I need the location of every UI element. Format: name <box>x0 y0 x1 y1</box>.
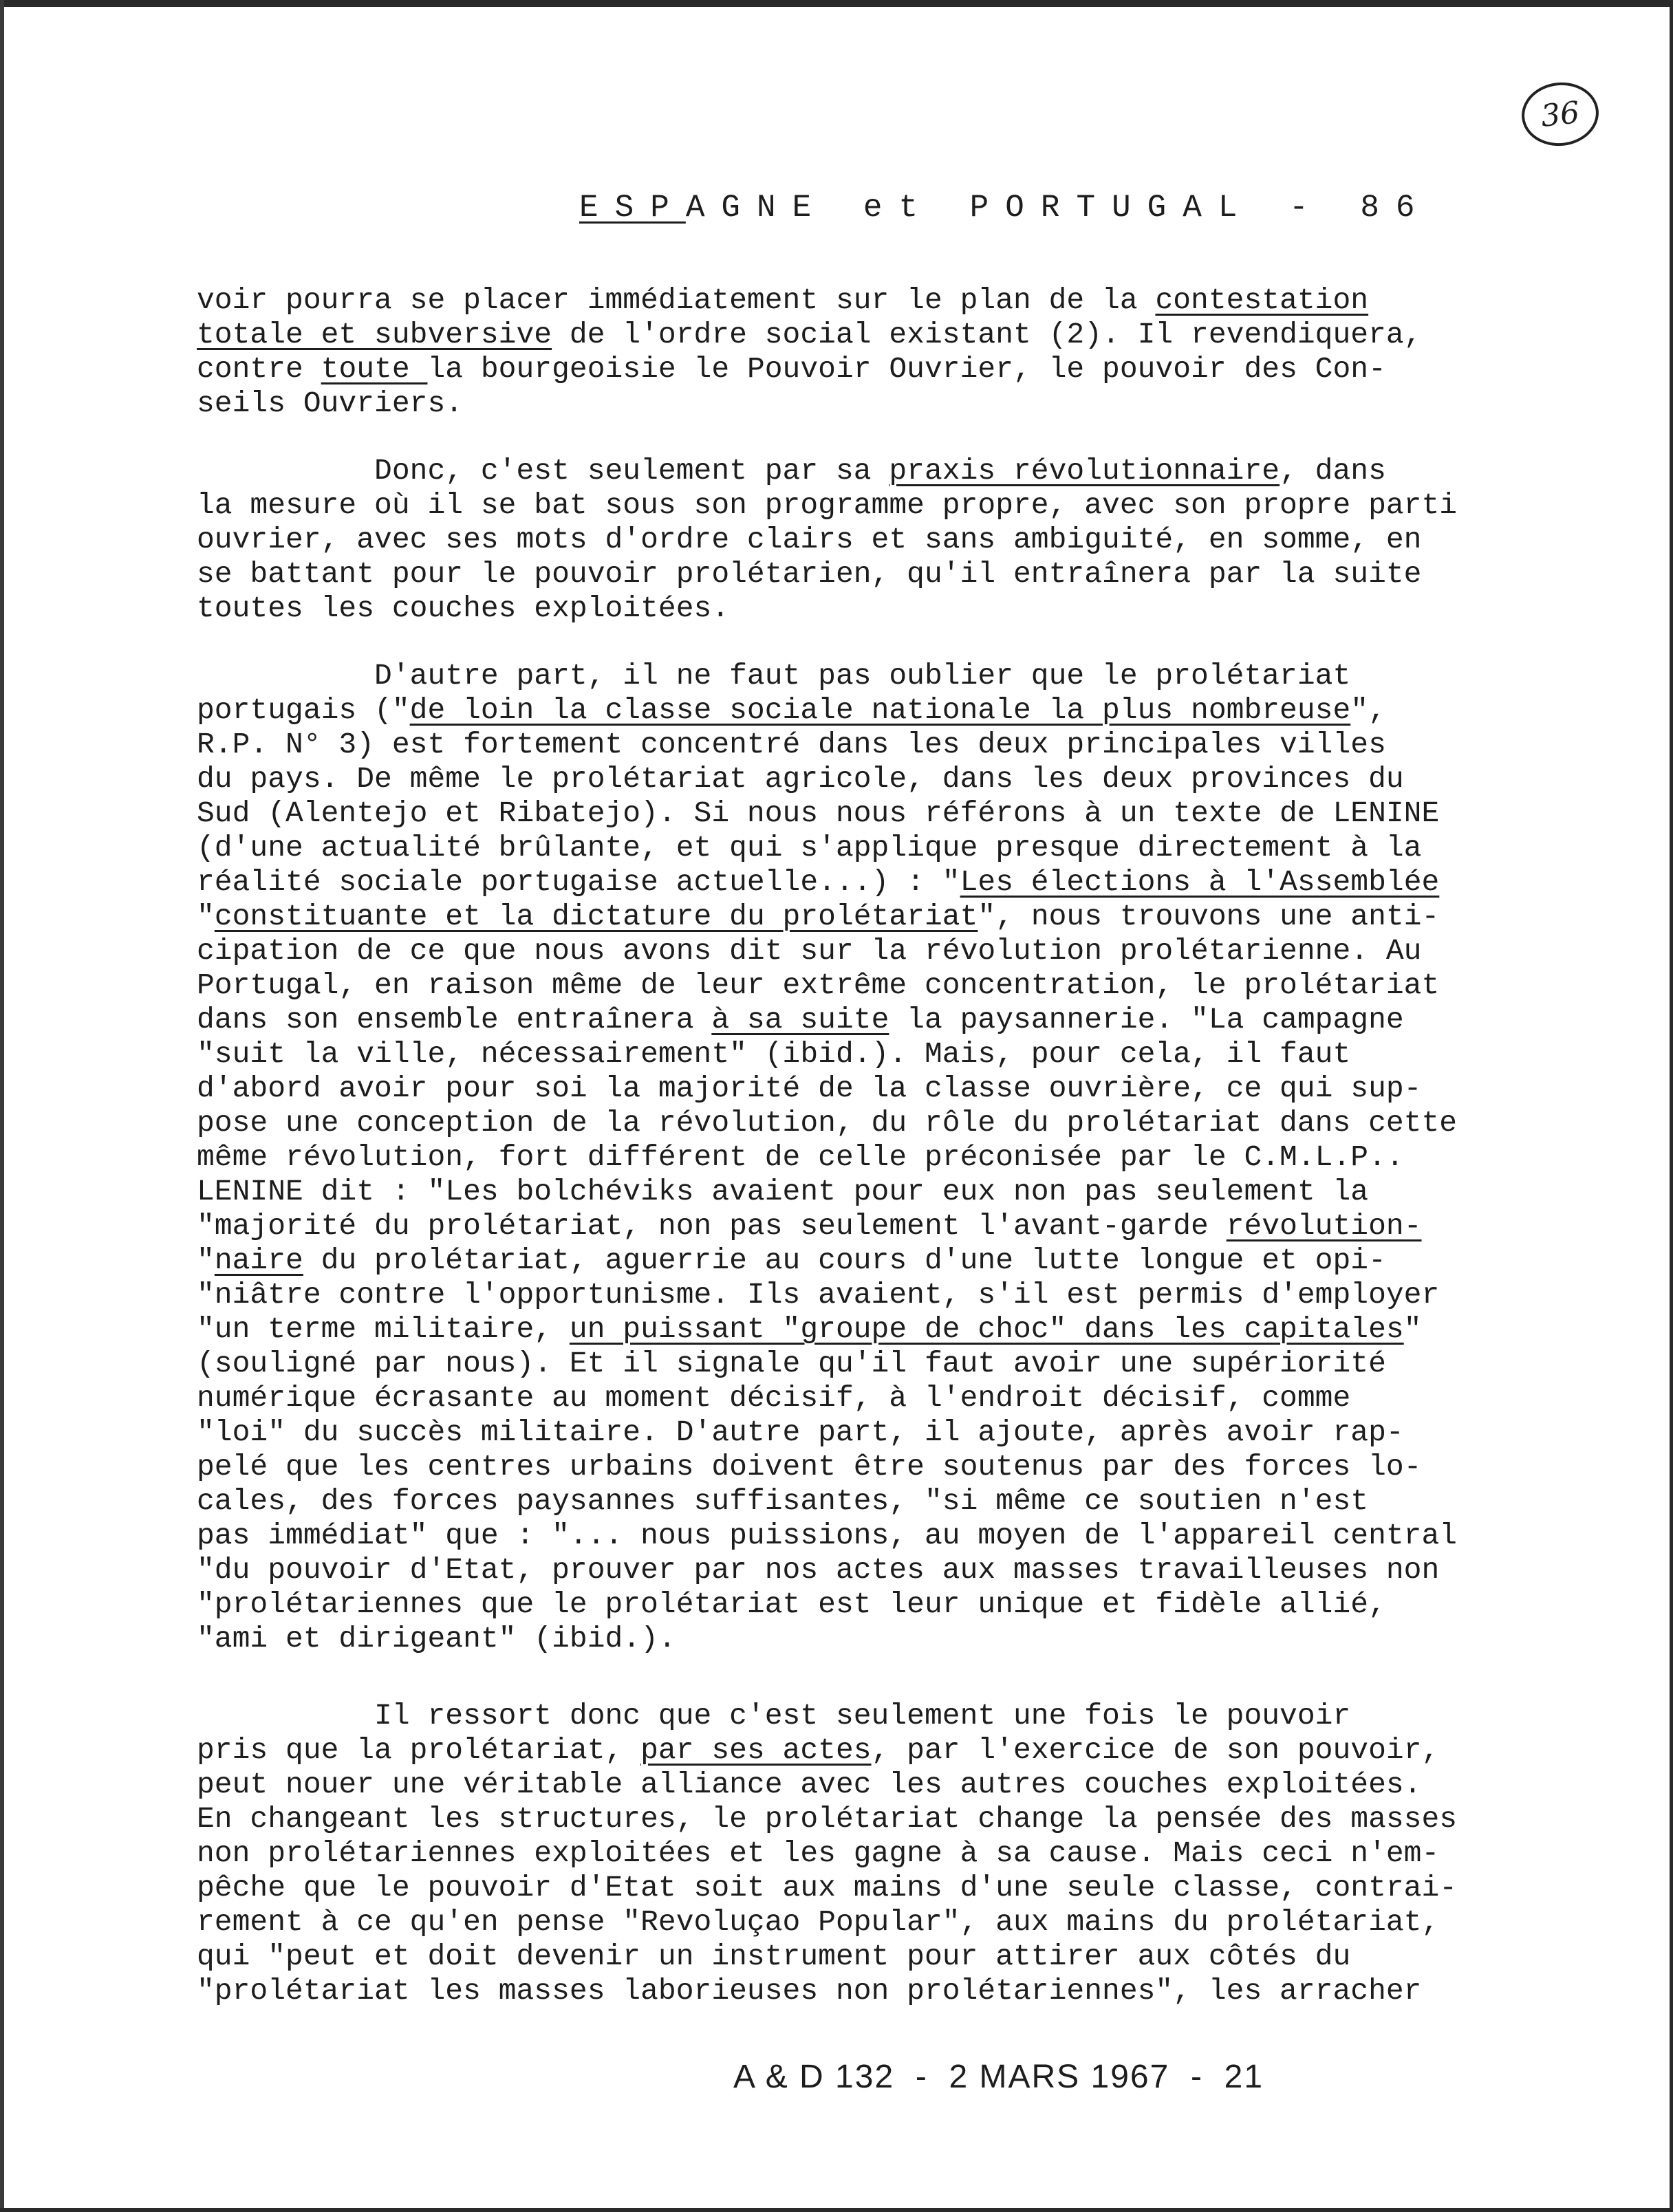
text-segment: peut nouer une véritable alliance avec les autres couches exploitées. <box>197 1768 1422 1801</box>
text-segment: toutes les couches exploitées. <box>197 592 730 625</box>
text-line <box>197 352 1386 387</box>
text-segment: du prolétariat, aguerrie au cours d'une lutte longue et opi- <box>303 1244 1386 1277</box>
text-segment: "ami et dirigeant" (ibid.). <box>197 1622 676 1656</box>
text-segment: numérique écrasante au moment décisif, à l'endroit décisif, comme <box>197 1381 1351 1415</box>
text-line <box>197 1312 1422 1347</box>
underlined-text: naire <box>214 1244 303 1277</box>
text-line <box>197 1140 1404 1175</box>
text-line <box>197 1622 676 1656</box>
text-segment: la bourgeoisie le Pouvoir Ouvrier, le pouvoir des Con- <box>427 352 1386 386</box>
text-line <box>197 283 1368 318</box>
text-segment: "prolétariat les masses laborieuses non prolétariennes", les arracher <box>197 1974 1422 2008</box>
text-line <box>197 1484 1368 1519</box>
text-segment: "majorité du prolétariat, non pas seulement l'avant-garde <box>197 1209 1227 1243</box>
text-segment: dans son ensemble entraînera <box>197 1003 712 1037</box>
text-line <box>197 968 1439 1003</box>
text-line <box>197 387 463 421</box>
underlined-text: par ses actes <box>640 1733 872 1767</box>
text-segment: la mesure où il se bat sous son programme propre, avec son propre parti <box>197 488 1458 522</box>
scan-border-top <box>0 0 1673 7</box>
text-line <box>197 1699 1350 1733</box>
scan-border-right <box>1670 0 1673 2212</box>
text-line <box>197 865 1439 900</box>
underlined-text: toute <box>321 352 428 386</box>
text-line <box>197 934 1422 968</box>
text-segment: Il ressort donc que c'est seulement une fois le pouvoir <box>197 1699 1351 1733</box>
underlined-text: praxis révolutionnaire <box>889 454 1280 488</box>
text-segment: se battant pour le pouvoir prolétarien, qu'il entraînera par la suite <box>197 557 1422 591</box>
text-line <box>197 557 1422 592</box>
text-segment: du pays. De même le prolétariat agricole, dans les deux provinces du <box>197 762 1404 796</box>
text-line <box>197 1802 1457 1836</box>
text-line <box>197 1037 1350 1072</box>
text-segment: d'abord avoir pour soi la majorité de la classe ouvrière, ce qui sup- <box>197 1072 1422 1105</box>
text-line <box>197 1416 1404 1450</box>
text-segment: D'autre part, il ne faut pas oublier que le prolétariat <box>197 659 1351 693</box>
text-segment: " <box>1403 1312 1422 1346</box>
text-line <box>197 728 1386 762</box>
text-segment: voir pourra se placer immédiatement sur le plan de la <box>197 283 1156 317</box>
text-segment: (souligné par nous). Et il signale qu'il faut avoir une supériorité <box>197 1347 1386 1380</box>
text-segment: la paysannerie. "La campagne <box>889 1003 1404 1037</box>
text-segment: ", nous trouvons une anti- <box>978 900 1440 933</box>
text-line <box>197 454 1386 488</box>
page-footer: A & D 132 - 2 MARS 1967 - 21 <box>733 2059 1264 2095</box>
text-segment: pose une conception de la révolution, du rôle du prolétariat dans cette <box>197 1106 1458 1140</box>
underlined-text: révolution- <box>1226 1209 1422 1243</box>
underlined-text: constituante et la dictature du prolétariat <box>214 900 978 933</box>
text-line <box>197 1836 1439 1871</box>
text-segment: "un terme militaire, <box>197 1312 570 1346</box>
page-header <box>579 190 1432 226</box>
underlined-text: contestation <box>1155 283 1369 317</box>
text-line <box>197 1347 1386 1381</box>
scan-border-bottom <box>0 2208 1673 2212</box>
text-line <box>197 1244 1386 1278</box>
text-segment: contre <box>197 352 321 386</box>
text-line <box>197 762 1404 796</box>
text-segment: ouvrier, avec ses mots d'ordre clairs et sans ambiguité, en somme, en <box>197 523 1422 556</box>
text-line <box>197 1553 1439 1587</box>
text-line <box>197 659 1350 693</box>
underlined-text: totale et subversive <box>197 318 552 351</box>
text-line <box>197 1209 1422 1244</box>
text-segment: cipation de ce que nous avons dit sur la révolution prolétarienne. Au <box>197 934 1422 968</box>
text-line <box>197 1175 1368 1209</box>
handwritten-page-number: 36 <box>1518 78 1601 149</box>
text-segment: portugais (" <box>197 693 410 727</box>
text-line <box>197 1106 1457 1140</box>
text-segment: non prolétariennes exploitées et les gagne à sa cause. Mais ceci n'em- <box>197 1836 1440 1870</box>
scan-border-left <box>0 0 4 2212</box>
underlined-text: Les élections à l'Assemblée <box>960 865 1440 899</box>
text-segment: "du pouvoir d'Etat, prouver par nos actes aux masses travailleuses non <box>197 1553 1440 1587</box>
underlined-text: de loin la classe sociale nationale la plus nombreuse <box>409 693 1351 727</box>
text-line <box>197 1768 1422 1802</box>
text-segment: Donc, c'est seulement par sa <box>197 454 889 488</box>
text-segment: "loi" du succès militaire. D'autre part, il ajoute, après avoir rap- <box>197 1416 1404 1449</box>
header-rest: AGNE et PORTUGAL - 86 <box>685 190 1432 226</box>
text-line <box>197 1381 1350 1416</box>
text-segment: LENINE dit : "Les bolchéviks avaient pour eux non pas seulement la <box>197 1175 1369 1208</box>
text-segment: (d'une actualité brûlante, et qui s'applique presque directement à la <box>197 831 1422 865</box>
text-segment: Portugal, en raison même de leur extrême concentration, le prolétariat <box>197 968 1440 1002</box>
text-line <box>197 1733 1439 1768</box>
text-line <box>197 831 1422 865</box>
text-segment: ", <box>1350 693 1386 727</box>
text-line <box>197 900 1439 934</box>
underlined-text: un puissant "groupe de choc" dans les capitales <box>569 1312 1404 1346</box>
text-line <box>197 1003 1404 1037</box>
text-segment: , par l'exercice de son pouvoir, <box>871 1733 1440 1767</box>
text-line <box>197 1072 1422 1106</box>
text-segment: pêche que le pouvoir d'Etat soit aux mains d'une seule classe, contrai- <box>197 1871 1458 1905</box>
text-line <box>197 488 1457 523</box>
text-line <box>197 1905 1439 1940</box>
text-line <box>197 1450 1422 1484</box>
text-segment: R.P. N° 3) est fortement concentré dans les deux principales villes <box>197 728 1386 761</box>
text-line <box>197 796 1439 831</box>
text-line <box>197 523 1422 557</box>
text-segment: "suit la ville, nécessairement" (ibid.). Mais, pour cela, il faut <box>197 1037 1351 1071</box>
text-line <box>197 318 1422 352</box>
text-segment: seils Ouvriers. <box>197 387 464 420</box>
text-line <box>197 1940 1350 1974</box>
text-segment: qui "peut et doit devenir un instrument pour attirer aux côtés du <box>197 1940 1351 1973</box>
text-segment: "niâtre contre l'opportunisme. Ils avaient, s'il est permis d'employer <box>197 1278 1440 1312</box>
text-segment: pris que la prolétariat, <box>197 1733 641 1767</box>
underlined-text: à sa suite <box>711 1003 889 1037</box>
text-segment: "prolétariennes que le prolétariat est leur unique et fidèle allié, <box>197 1587 1386 1621</box>
text-segment: , dans <box>1280 454 1386 488</box>
text-line <box>197 1587 1386 1622</box>
text-line <box>197 1974 1422 2008</box>
text-line <box>197 693 1386 728</box>
text-segment: En changeant les structures, le prolétariat change la pensée des masses <box>197 1802 1458 1836</box>
text-segment: même révolution, fort différent de celle préconisée par le C.M.L.P.. <box>197 1140 1404 1174</box>
text-segment: pelé que les centres urbains doivent être soutenus par des forces lo- <box>197 1450 1422 1484</box>
text-segment: de l'ordre social existant (2). Il revendiquera, <box>552 318 1422 351</box>
text-segment: " <box>197 900 215 933</box>
header-underlined: ESP <box>579 190 686 226</box>
text-segment: rement à ce qu'en pense "Revoluçao Popular", aux mains du prolétariat, <box>197 1905 1440 1939</box>
text-segment: " <box>197 1244 215 1277</box>
text-line <box>197 1519 1457 1553</box>
text-segment: réalité sociale portugaise actuelle...) : " <box>197 865 960 899</box>
text-segment: cales, des forces paysannes suffisantes, "si même ce soutien n'est <box>197 1484 1369 1518</box>
text-segment: Sud (Alentejo et Ribatejo). Si nous nous référons à un texte de LENINE <box>197 796 1440 830</box>
text-segment: pas immédiat" que : "... nous puissions, au moyen de l'appareil central <box>197 1519 1458 1552</box>
text-line <box>197 1871 1457 1905</box>
text-line <box>197 592 729 626</box>
text-line <box>197 1278 1439 1312</box>
